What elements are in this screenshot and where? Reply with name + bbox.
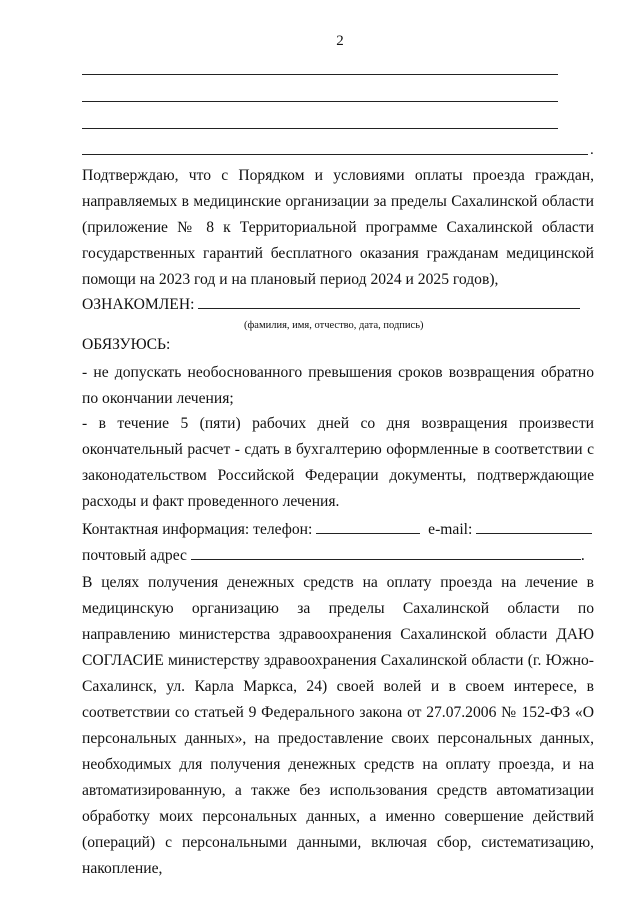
obligation-item-2: - в течение 5 (пяти) рабочих дней со дня возвращения произвести окончательный расчет - сдать в бухгалтерию оформленные в соответствии с законодательством Российской Федерации документы, подтверждающие расходы и факт проведенного лечения. <box>82 415 594 510</box>
blank-line-2 <box>82 101 558 102</box>
contact-label: Контактная информация: телефон: <box>82 521 313 538</box>
email-label: e-mail: <box>428 521 473 538</box>
blank-line-3 <box>82 128 558 129</box>
acquainted-label: ОЗНАКОМЛЕН: <box>82 296 195 313</box>
obligate-label: ОБЯЗУЮСЬ: <box>82 336 171 353</box>
page-number: 2 <box>336 33 344 49</box>
postal-label: почтовый адрес <box>82 547 187 564</box>
blank-line-1 <box>82 74 558 75</box>
obligation-item-1: - не допускать необоснованного превышения сроков возвращения обратно по окончании лечения; <box>82 364 594 407</box>
blank-line-4 <box>82 154 588 155</box>
acquainted-signature-field[interactable] <box>198 294 580 309</box>
consent-paragraph: В целях получения денежных средств на оплату проезда на лечение в медицинскую организацию за пределы Сахалинской области по направлению министерства здравоохранения Сахалинской области ДАЮ СОГЛАСИЕ министерству здравоохранения Сахалинской области (г. Южно-Сахалинск, ул. Карла Маркса, 24) своей волей и в своем интересе, в соответствии со статьей 9 Федерального закона от 27.07.2006 № 152-ФЗ «О персональных данных», на предоставление своих персональных данных, необходимых для получения денежных средств на оплату проезда, и на автоматизированную, а также без использования средств автоматизации обработку моих персональных данных, а именно совершение действий (операций) с персональными данными, включая сбор, систематизацию, накопление, <box>82 574 594 877</box>
acquainted-line <box>82 292 594 318</box>
confirmation-paragraph: Подтверждаю, что с Порядком и условиями оплаты проезда граждан, направляемых в медицинские организации за пределы Сахалинской области (приложение № 8 к Территориальной программе Сахалинской области государственных гарантий бесплатного оказания гражданам медицинской помощи на 2023 год и на плановый период 2024 и 2025 годов), <box>82 167 594 288</box>
email-field[interactable] <box>476 519 592 534</box>
line-end-period: . <box>590 142 594 158</box>
contact-line <box>82 517 594 543</box>
postal-period: . <box>580 547 585 564</box>
postal-address-field[interactable] <box>191 545 581 560</box>
postal-line <box>82 543 594 569</box>
phone-field[interactable] <box>316 519 420 534</box>
acquainted-caption: (фамилия, имя, отчество, дата, подпись) <box>244 320 424 331</box>
